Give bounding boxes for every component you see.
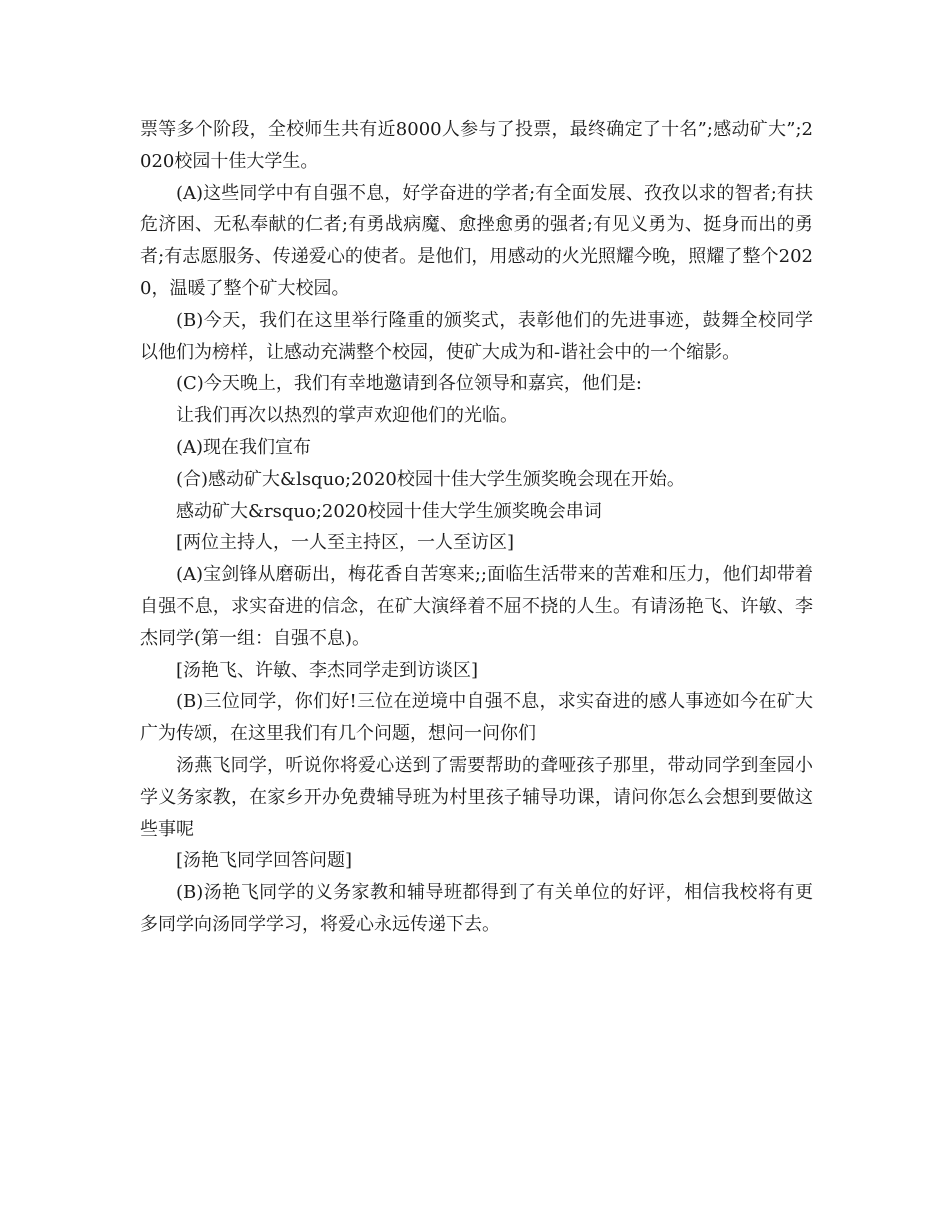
paragraph-together-open: (合)感动矿大&lsquo;2020校园十佳大学生颁奖晚会现在开始。 <box>176 468 685 490</box>
paragraph-question-tang: 汤燕飞同学，听说你将爱心送到了需要帮助的聋哑孩子那里，带动同学到奎园小学义务家教，在家乡开办免费辅导班为村里孩子辅导功课，请问你怎么会想到要做这些事呢 <box>140 754 813 840</box>
paragraph-host-b-greeting: (B)三位同学，你们好!三位在逆境中自强不息，求实奋进的感人事迹如今在矿大广为传颂，在这里我们有几个问题，想问一问你们 <box>140 691 813 745</box>
paragraph-stage-direction-students: [汤艳飞、许敏、李杰同学走到访谈区] <box>176 659 479 681</box>
paragraph-applause: 让我们再次以热烈的掌声欢迎他们的光临。 <box>176 405 518 427</box>
paragraph-stage-direction-hosts: [两位主持人，一人至主持区，一人至访区] <box>176 532 515 554</box>
paragraph-stage-direction-answer: [汤艳飞同学回答问题] <box>176 850 353 872</box>
paragraph-host-a-announce: (A)现在我们宣布 <box>176 436 312 458</box>
paragraph-host-b-ceremony: (B)今天，我们在这里举行隆重的颁奖式，表彰他们的先进事迹，鼓舞全校同学以他们为榜样，让感动充满整个校园，使矿大成为和-谐社会中的一个缩影。 <box>140 309 813 363</box>
paragraph-host-a-group-one: (A)宝剑锋从磨砺出，梅花香自苦寒来;;面临生活带来的苦难和压力，他们却带着自强不息，求实奋进的信念，在矿大演绎着不屈不挠的人生。有请汤艳飞、许敏、李杰同学(第一组：自强不息)。 <box>140 564 813 649</box>
paragraph-host-b-praise: (B)汤艳飞同学的义务家教和辅导班都得到了有关单位的好评，相信我校将有更多同学向汤同学学习，将爱心永远传递下去。 <box>140 882 813 935</box>
document-text-body <box>140 114 813 941</box>
paragraph-host-c-guests: (C)今天晚上，我们有幸地邀请到各位领导和嘉宾，他们是: <box>176 373 642 395</box>
paragraph-section-heading: 感动矿大&rsquo;2020校园十佳大学生颁奖晚会串词 <box>176 500 602 522</box>
paragraph-voting-intro: 票等多个阶段，全校师生共有近8000人参与了投票，最终确定了十名”;感动矿大”;2020校园十佳大学生。 <box>140 119 813 172</box>
paragraph-host-a-virtues: (A)这些同学中有自强不息，好学奋进的学者;有全面发展、孜孜以求的智者;有扶危济困、无私奉献的仁者;有勇战病魔、愈挫愈勇的强者;有见义勇为、挺身而出的勇者;有志愿服务、传递爱心的使者。是他们，用感动的火光照耀今晚，照耀了整个2020，温暖了整个矿大校园。 <box>140 182 813 299</box>
